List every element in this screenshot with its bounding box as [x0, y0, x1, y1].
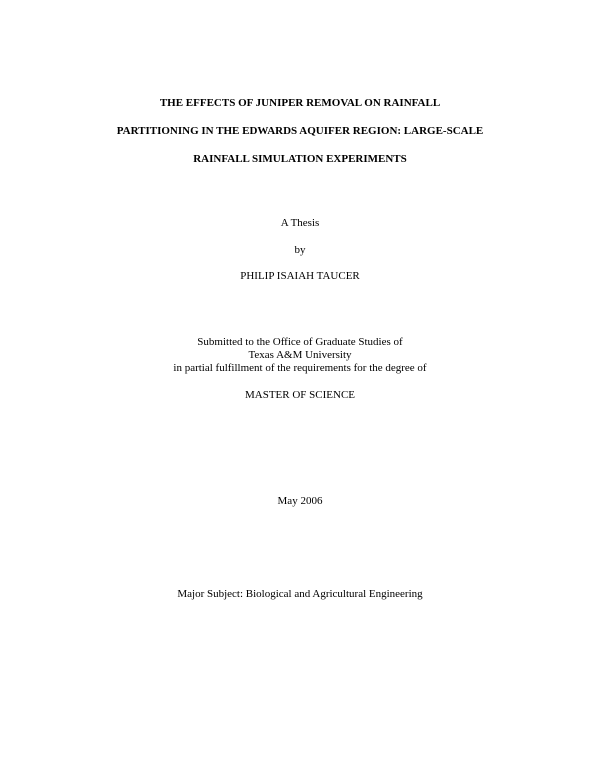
title-line-1: THE EFFECTS OF JUNIPER REMOVAL ON RAINFALL	[159, 97, 441, 109]
major-subject: Major Subject: Biological and Agricultural Engineering	[177, 588, 423, 600]
submission-line-2: Texas A&M University	[248, 349, 352, 361]
title-line-3: RAINFALL SIMULATION EXPERIMENTS	[193, 153, 407, 165]
author-name: PHILIP ISAIAH TAUCER	[240, 270, 360, 282]
title-line-2: PARTITIONING IN THE EDWARDS AQUIFER REGION: LARGE-SCALE	[116, 125, 484, 137]
submission-line-3: in partial fulfillment of the requirements for the degree of	[173, 362, 427, 374]
document-type: A Thesis	[280, 217, 320, 229]
by-label: by	[294, 244, 306, 256]
degree: MASTER OF SCIENCE	[244, 389, 356, 401]
submission-line-1: Submitted to the Office of Graduate Studies of	[197, 336, 403, 348]
date: May 2006	[277, 495, 323, 507]
